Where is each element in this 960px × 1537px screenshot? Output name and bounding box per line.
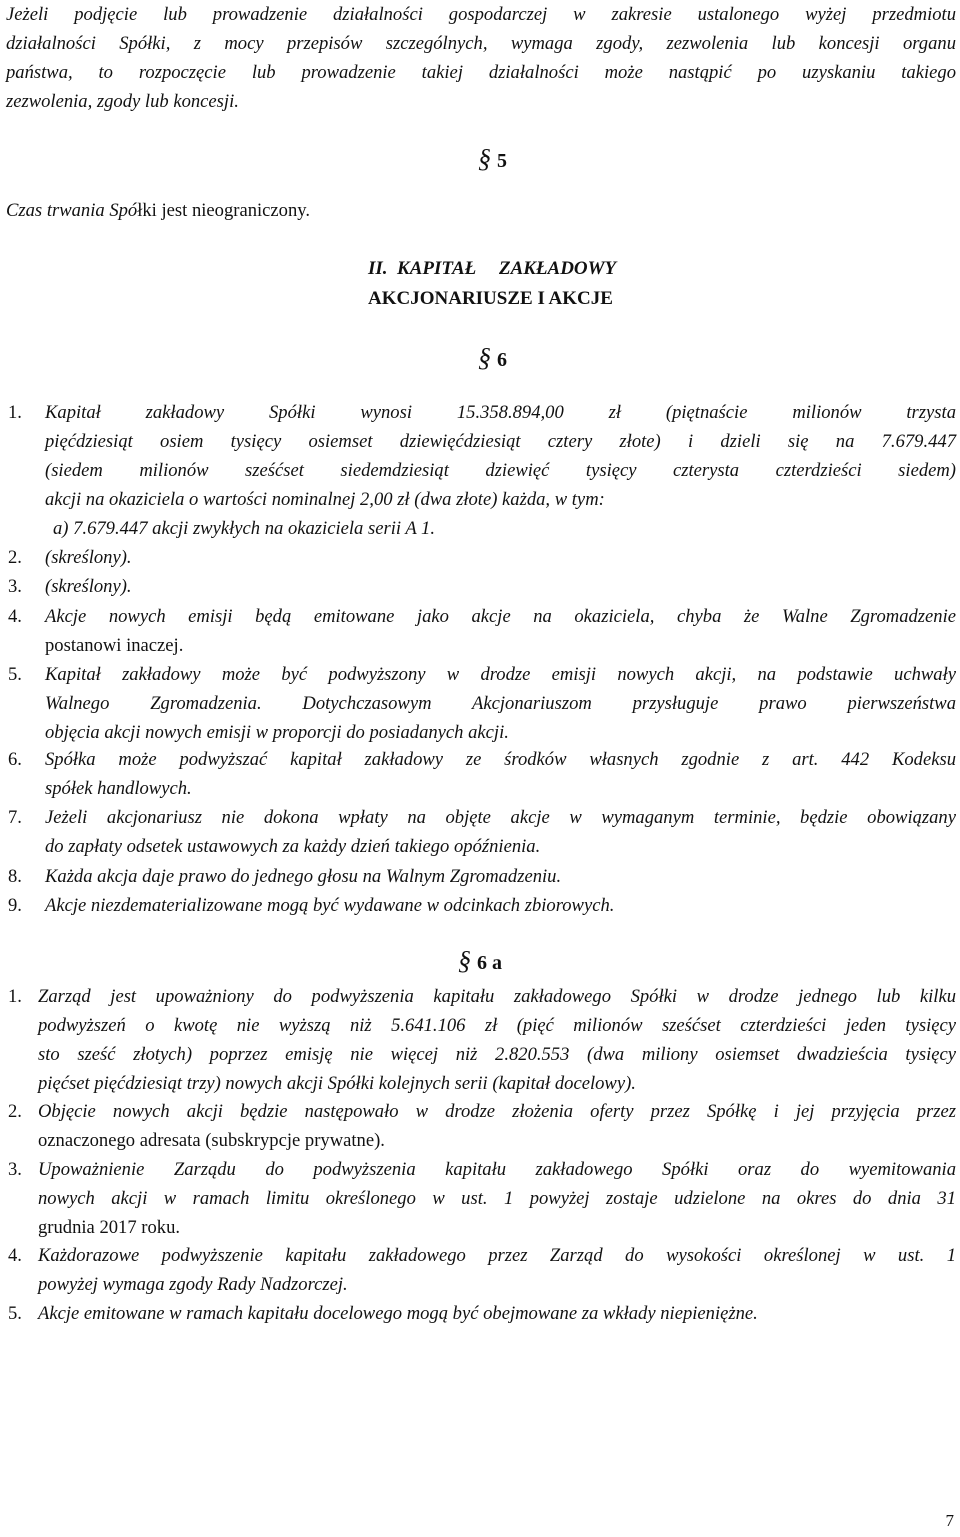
chapter-roman: II.: [368, 258, 388, 279]
list-item: [8, 745, 956, 803]
item-number: 2.: [8, 547, 22, 568]
section-symbol: §: [478, 343, 491, 372]
text-line: podwyższeń o kwotę nie wyższą niż 5.641.106 zł (pięć milionów sześćset czterdzieści jeden tysięcy: [38, 1015, 956, 1036]
text-line: działalności Spółki, z mocy przepisów szczególnych, wymaga zgody, zezwolenia lub koncesji organu: [6, 33, 956, 54]
item-number: 1.: [8, 402, 22, 423]
chapter-name: KAPITAŁ ZAKŁADOWY: [397, 258, 617, 279]
text-line: (siedem milionów sześćset siedemdziesiąt dziewięć tysięcy czterysta czterdzieści siedem): [45, 460, 956, 481]
duration-paragraph: [6, 196, 956, 225]
text-line: Jeżeli podjęcie lub prowadzenie działalności gospodarczej w zakresie ustalonego wyżej przedmiotu: [6, 4, 956, 25]
text-line: do zapłaty odsetek ustawowych za każdy dzień takiego opóźnienia.: [45, 836, 541, 857]
list-item: [8, 1097, 956, 1155]
item-number: 8.: [8, 866, 22, 887]
item-number: 5.: [8, 664, 22, 685]
list-item: [8, 1155, 956, 1242]
text-line: spółek handlowych.: [45, 778, 192, 799]
text-line: (skreślony).: [45, 547, 132, 568]
text-line: pięćset pięćdziesiąt trzy) nowych akcji Spółki kolejnych serii (kapitał docelowy).: [38, 1073, 636, 1094]
text-line: nowych akcji w ramach limitu określonego w ust. 1 powyżej zostaje udzielone na okres do dnia 31: [38, 1188, 956, 1209]
section-number: 6: [497, 349, 507, 371]
text-line: Zarząd jest upoważniony do podwyższenia kapitału zakładowego Spółki w drodze jednego lub kilku: [38, 986, 956, 1007]
text-line: grudnia 2017 roku.: [38, 1217, 181, 1238]
text-line: zezwolenia, zgody lub koncesji.: [6, 91, 239, 112]
item-number: 3.: [8, 576, 22, 597]
item-number: 9.: [8, 895, 22, 916]
item-number: 7.: [8, 807, 22, 828]
text-line: Akcje emitowane w ramach kapitału docelowego mogą być obejmowane za wkłady niepieniężne.: [38, 1303, 758, 1324]
section-number: 6 a: [477, 952, 502, 974]
chapter-subtitle: AKCJONARIUSZE I AKCJE: [368, 288, 613, 309]
list-item: [8, 891, 956, 920]
text-line: Akcje niezdematerializowane mogą być wydawane w odcinkach zbiorowych.: [45, 895, 615, 916]
text-line: Spółka może podwyższać kapitał zakładowy ze środków własnych zgodnie z art. 442 Kodeksu: [45, 749, 956, 770]
list-item: [8, 1299, 956, 1328]
chapter-title: [368, 254, 616, 284]
list-item: [8, 803, 956, 861]
section-symbol: §: [458, 946, 471, 975]
text-line: oznaczonego adresata (subskrypcje prywatne).: [38, 1130, 385, 1151]
item-number: 2.: [8, 1101, 22, 1122]
list-item: [8, 543, 956, 572]
duration-text-italic: Czas trwania Spó: [6, 200, 138, 221]
item-number: 6.: [8, 749, 22, 770]
duration-text: łki jest nieograniczony.: [137, 200, 311, 221]
text-line: państwa, to rozpoczęcie lub prowadzenie takiej działalności może nastąpić po uzyskaniu takiego: [6, 62, 956, 83]
item-number: 1.: [8, 986, 22, 1007]
text-line: Kapitał zakładowy może być podwyższony w drodze emisji nowych akcji, na podstawie uchwały: [45, 664, 956, 685]
page-number: 7: [945, 1511, 954, 1530]
section-6-heading: [478, 343, 507, 375]
text-line: sto sześć złotych) poprzez emisję nie więcej niż 2.820.553 (dwa miliony osiemset dwadzieścia tysięcy: [38, 1044, 956, 1065]
text-line: Upoważnienie Zarządu do podwyższenia kapitału zakładowego Spółki oraz do wyemitowania: [38, 1159, 956, 1180]
intro-paragraph: [6, 0, 956, 116]
text-line: akcji na okaziciela o wartości nominalnej 2,00 zł (dwa złote) każda, w tym:: [45, 489, 605, 510]
list-item: [8, 862, 956, 891]
text-line: Walnego Zgromadzenia. Dotychczasowym Akcjonariuszom przysługuje prawo pierwszeństwa: [45, 693, 956, 714]
text-line: Każdorazowe podwyższenie kapitału zakładowego przez Zarząd do wysokości określonej w ust. 1: [38, 1245, 956, 1266]
text-line: postanowi inaczej.: [45, 635, 184, 656]
text-line: powyżej wymaga zgody Rady Nadzorczej.: [38, 1274, 348, 1295]
section-5-heading: [478, 144, 507, 176]
sub-item: a) 7.679.447 akcji zwykłych na okaziciela serii A 1.: [53, 518, 435, 539]
text-line: Objęcie nowych akcji będzie następowało w drodze złożenia oferty przez Spółkę i jej przyjęcia przez: [38, 1101, 956, 1122]
text-line: Każda akcja daje prawo do jednego głosu na Walnym Zgromadzeniu.: [45, 866, 562, 887]
item-number: 5.: [8, 1303, 22, 1324]
text-line: pięćdziesiąt osiem tysięcy osiemset dziewięćdziesiąt cztery złote) i dzieli się na 7.679.447: [45, 431, 956, 452]
text-line: objęcia akcji nowych emisji w proporcji do posiadanych akcji.: [45, 722, 509, 743]
item-number: 3.: [8, 1159, 22, 1180]
list-item: [8, 398, 956, 550]
section-number: 5: [497, 150, 507, 172]
list-item: [8, 982, 956, 1098]
list-item: [8, 660, 956, 747]
item-number: 4.: [8, 606, 22, 627]
list-item: [8, 602, 956, 660]
list-item: [8, 572, 956, 601]
item-number: 4.: [8, 1245, 22, 1266]
list-item: [8, 1241, 956, 1299]
section-6a-heading: [458, 946, 502, 978]
text-line: (skreślony).: [45, 576, 132, 597]
text-line: Akcje nowych emisji będą emitowane jako akcje na okaziciela, chyba że Walne Zgromadzenie: [45, 606, 956, 627]
text-line: Kapitał zakładowy Spółki wynosi 15.358.894,00 zł (piętnaście milionów trzysta: [45, 402, 956, 423]
section-symbol: §: [478, 144, 491, 173]
text-line: Jeżeli akcjonariusz nie dokona wpłaty na objęte akcje w wymaganym terminie, będzie obowiązany: [45, 807, 956, 828]
